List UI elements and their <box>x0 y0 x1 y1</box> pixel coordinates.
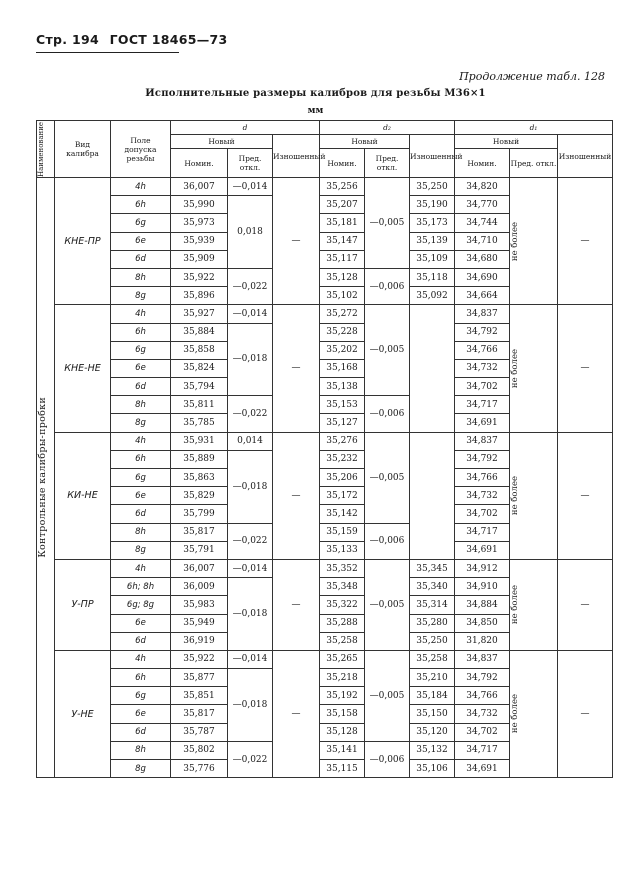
d2-worn-cell: 35,173 <box>410 214 455 232</box>
d1-nominal-cell: 34,850 <box>455 614 510 632</box>
d1-nominal-cell: 34,710 <box>455 232 510 250</box>
d2-nominal-cell: 35,232 <box>320 450 365 468</box>
table-body <box>37 178 613 778</box>
d2-worn-cell <box>410 432 455 559</box>
d-nominal-cell: 35,990 <box>171 196 228 214</box>
d-nominal-cell: 35,863 <box>171 469 228 487</box>
d-deviation-cell: —0,022 <box>228 523 273 559</box>
table-header <box>37 121 613 178</box>
d1-nominal-cell: 34,691 <box>455 414 510 432</box>
d-deviation-cell: 0,014 <box>228 432 273 450</box>
tolerance-field-cell: 6d <box>111 250 171 268</box>
d2-nominal-cell: 35,288 <box>320 614 365 632</box>
d1-nominal-cell: 34,766 <box>455 469 510 487</box>
d2-worn-cell: 35,109 <box>410 250 455 268</box>
d2-deviation-cell: —0,005 <box>365 305 410 396</box>
d-nominal-cell: 35,824 <box>171 359 228 377</box>
tolerance-field-cell: 8g <box>111 760 171 778</box>
d1-worn-cell: — <box>558 178 613 305</box>
table-row <box>37 559 613 577</box>
d1-nominal-cell: 34,664 <box>455 287 510 305</box>
d-deviation-header: Пред. откл. <box>228 149 273 178</box>
tolerance-field-cell: 8g <box>111 541 171 559</box>
d2-nominal-cell: 35,115 <box>320 760 365 778</box>
d1-new-header: Новый <box>455 135 558 149</box>
d-deviation-cell: 0,018 <box>228 196 273 269</box>
d2-worn-cell: 35,314 <box>410 596 455 614</box>
d2-nominal-cell: 35,348 <box>320 578 365 596</box>
name-column-header: Наименование <box>37 121 55 178</box>
d2-nominal-cell: 35,218 <box>320 669 365 687</box>
d1-nominal-cell: 34,837 <box>455 432 510 450</box>
d2-nominal-cell: 35,117 <box>320 250 365 268</box>
d-nominal-cell: 35,811 <box>171 396 228 414</box>
d-nominal-cell: 35,983 <box>171 596 228 614</box>
tolerance-field-cell: 6e <box>111 705 171 723</box>
d2-deviation-header: Пред. откл. <box>365 149 410 178</box>
d-nominal-cell: 35,785 <box>171 414 228 432</box>
tolerance-field-cell: 8h <box>111 268 171 286</box>
d-deviation-cell: —0,022 <box>228 741 273 777</box>
tolerance-field-cell: 6g <box>111 469 171 487</box>
gauge-kind-cell: КИ-НЕ <box>55 432 111 559</box>
d1-worn-cell: — <box>558 650 613 777</box>
d-nominal-cell: 35,922 <box>171 268 228 286</box>
d-deviation-cell: —0,022 <box>228 396 273 432</box>
d1-nominal-cell: 34,732 <box>455 705 510 723</box>
d-nominal-cell: 35,791 <box>171 541 228 559</box>
tolerance-field-cell: 4h <box>111 305 171 323</box>
d-group-header: d <box>171 121 320 135</box>
d-nominal-cell: 35,802 <box>171 741 228 759</box>
d-worn-cell: — <box>273 178 320 305</box>
tolerance-field-cell: 6g <box>111 214 171 232</box>
d1-nominal-cell: 34,680 <box>455 250 510 268</box>
tolerance-column-header: Поле допуска резьбы <box>111 121 171 178</box>
d2-nominal-cell: 35,133 <box>320 541 365 559</box>
standard-number: ГОСТ 18465—73 <box>109 32 228 47</box>
tolerance-field-cell: 6d <box>111 378 171 396</box>
d2-worn-cell: 35,120 <box>410 723 455 741</box>
d2-nominal-cell: 35,206 <box>320 469 365 487</box>
d1-nominal-cell: 34,820 <box>455 178 510 196</box>
d-nominal-cell: 35,787 <box>171 723 228 741</box>
d-nominal-cell: 35,776 <box>171 760 228 778</box>
tolerance-field-cell: 6g; 8g <box>111 596 171 614</box>
d2-nominal-cell: 35,159 <box>320 523 365 541</box>
d2-nominal-cell: 35,265 <box>320 650 365 668</box>
d-deviation-cell: —0,018 <box>228 669 273 742</box>
gauge-kind-cell: КНЕ-НЕ <box>55 305 111 432</box>
d1-nominal-cell: 34,766 <box>455 687 510 705</box>
d-deviation-cell: —0,018 <box>228 323 273 396</box>
d2-nominal-cell: 35,141 <box>320 741 365 759</box>
d2-nominal-cell: 35,168 <box>320 359 365 377</box>
tolerance-field-cell: 4h <box>111 559 171 577</box>
d1-deviation-cell <box>510 650 558 777</box>
d1-nominal-cell: 34,792 <box>455 669 510 687</box>
d2-worn-cell: 35,150 <box>410 705 455 723</box>
d1-nominal-cell: 34,702 <box>455 505 510 523</box>
d1-nominal-cell: 34,691 <box>455 760 510 778</box>
d-nominal-cell: 35,927 <box>171 305 228 323</box>
tolerance-field-cell: 6e <box>111 359 171 377</box>
d2-worn-cell: 35,280 <box>410 614 455 632</box>
d1-nominal-header: Номин. <box>455 149 510 178</box>
d2-deviation-cell: —0,006 <box>365 396 410 432</box>
d2-nominal-cell: 35,142 <box>320 505 365 523</box>
d2-nominal-cell: 35,192 <box>320 687 365 705</box>
tolerance-field-cell: 6h <box>111 323 171 341</box>
d1-nominal-cell: 34,732 <box>455 487 510 505</box>
not-more-label: не более <box>510 476 520 516</box>
not-more-label: не более <box>510 585 520 625</box>
tolerance-field-cell: 6g <box>111 687 171 705</box>
d1-nominal-cell: 34,691 <box>455 541 510 559</box>
d-nominal-cell: 35,851 <box>171 687 228 705</box>
not-more-label: не более <box>510 221 520 261</box>
tolerance-field-cell: 6h <box>111 669 171 687</box>
d-nominal-cell: 35,922 <box>171 650 228 668</box>
table-unit: мм <box>307 106 324 116</box>
d2-worn-cell: 35,345 <box>410 559 455 577</box>
d2-nominal-cell: 35,153 <box>320 396 365 414</box>
d-nominal-cell: 35,877 <box>171 669 228 687</box>
table-row <box>37 305 613 323</box>
d1-nominal-cell: 34,717 <box>455 396 510 414</box>
d2-worn-cell: 35,250 <box>410 178 455 196</box>
d-nominal-cell: 35,949 <box>171 614 228 632</box>
d2-worn-cell: 35,340 <box>410 578 455 596</box>
d1-nominal-cell: 34,702 <box>455 378 510 396</box>
d-nominal-cell: 35,896 <box>171 287 228 305</box>
not-more-label: не более <box>510 694 520 734</box>
d-worn-header: Изношенный <box>273 135 320 178</box>
category-label: Контрольные калибры-пробки <box>37 397 48 558</box>
d2-nominal-cell: 35,127 <box>320 414 365 432</box>
d-worn-cell: — <box>273 432 320 559</box>
d2-worn-cell: 35,092 <box>410 287 455 305</box>
d1-nominal-cell: 34,717 <box>455 741 510 759</box>
d1-nominal-cell: 34,792 <box>455 323 510 341</box>
d-new-header: Новый <box>171 135 273 149</box>
d1-nominal-cell: 34,702 <box>455 723 510 741</box>
d1-nominal-cell: 34,770 <box>455 196 510 214</box>
d1-deviation-cell <box>510 559 558 650</box>
d2-deviation-cell: —0,006 <box>365 741 410 777</box>
d2-new-header: Новый <box>320 135 410 149</box>
d2-nominal-cell: 35,207 <box>320 196 365 214</box>
d-deviation-cell: —0,014 <box>228 305 273 323</box>
d2-nominal-cell: 35,352 <box>320 559 365 577</box>
d2-nominal-cell: 35,147 <box>320 232 365 250</box>
d2-nominal-cell: 35,322 <box>320 596 365 614</box>
tolerance-field-cell: 4h <box>111 432 171 450</box>
d1-nominal-cell: 34,717 <box>455 523 510 541</box>
d1-nominal-cell: 34,912 <box>455 559 510 577</box>
d1-nominal-cell: 34,837 <box>455 650 510 668</box>
tolerance-field-cell: 6h; 8h <box>111 578 171 596</box>
d2-worn-cell: 35,190 <box>410 196 455 214</box>
d2-deviation-cell: —0,005 <box>365 432 410 523</box>
d-nominal-cell: 36,007 <box>171 559 228 577</box>
d1-group-header: d₁ <box>455 121 613 135</box>
d-nominal-cell: 35,817 <box>171 523 228 541</box>
d2-worn-header: Изношенный <box>410 135 455 178</box>
tolerance-field-cell: 6e <box>111 487 171 505</box>
table-row <box>37 178 613 196</box>
d-deviation-cell: —0,022 <box>228 268 273 304</box>
d2-worn-cell: 35,118 <box>410 268 455 286</box>
d-nominal-cell: 35,909 <box>171 250 228 268</box>
d-worn-cell: — <box>273 559 320 650</box>
d2-worn-cell <box>410 305 455 432</box>
d2-worn-cell: 35,210 <box>410 669 455 687</box>
d2-worn-cell: 35,139 <box>410 232 455 250</box>
d-nominal-cell: 35,889 <box>171 450 228 468</box>
d2-nominal-cell: 35,202 <box>320 341 365 359</box>
d-deviation-cell: —0,018 <box>228 450 273 523</box>
d2-worn-cell: 35,258 <box>410 650 455 668</box>
tolerance-field-cell: 6g <box>111 341 171 359</box>
d-nominal-cell: 35,931 <box>171 432 228 450</box>
d1-nominal-cell: 34,910 <box>455 578 510 596</box>
d1-nominal-cell: 34,744 <box>455 214 510 232</box>
gauge-kind-cell: У-ПР <box>55 559 111 650</box>
table-row <box>37 432 613 450</box>
d2-deviation-cell: —0,006 <box>365 268 410 304</box>
d1-nominal-cell: 34,837 <box>455 305 510 323</box>
d2-nominal-cell: 35,128 <box>320 268 365 286</box>
d-deviation-cell: —0,018 <box>228 578 273 651</box>
d-deviation-cell: —0,014 <box>228 559 273 577</box>
table-row <box>37 650 613 668</box>
d-nominal-cell: 35,973 <box>171 214 228 232</box>
tolerance-field-cell: 8g <box>111 414 171 432</box>
d-nominal-cell: 35,858 <box>171 341 228 359</box>
d-nominal-cell: 36,007 <box>171 178 228 196</box>
d1-nominal-cell: 31,820 <box>455 632 510 650</box>
d-nominal-cell: 36,009 <box>171 578 228 596</box>
d2-nominal-cell: 35,258 <box>320 632 365 650</box>
tolerance-field-cell: 6d <box>111 723 171 741</box>
d2-worn-cell: 35,132 <box>410 741 455 759</box>
d-nominal-cell: 35,939 <box>171 232 228 250</box>
tolerance-field-cell: 6e <box>111 232 171 250</box>
d2-nominal-cell: 35,272 <box>320 305 365 323</box>
tolerance-field-cell: 6h <box>111 450 171 468</box>
d2-deviation-cell: —0,005 <box>365 650 410 741</box>
d2-worn-cell: 35,250 <box>410 632 455 650</box>
d-nominal-cell: 35,884 <box>171 323 228 341</box>
tolerance-field-cell: 6d <box>111 632 171 650</box>
continuation-note: Продолжение табл. 128 <box>459 70 605 83</box>
tolerance-field-cell: 8h <box>111 396 171 414</box>
d-nominal-cell: 35,829 <box>171 487 228 505</box>
d1-deviation-cell <box>510 432 558 559</box>
d1-nominal-cell: 34,792 <box>455 450 510 468</box>
tolerance-field-cell: 4h <box>111 650 171 668</box>
d1-deviation-cell <box>510 178 558 305</box>
dimensions-table <box>36 120 613 778</box>
d2-worn-cell: 35,184 <box>410 687 455 705</box>
d1-worn-header: Изношенный <box>558 135 613 178</box>
d-worn-cell: — <box>273 650 320 777</box>
d2-group-header: d₂ <box>320 121 455 135</box>
d2-nominal-cell: 35,228 <box>320 323 365 341</box>
d2-deviation-cell: —0,006 <box>365 523 410 559</box>
d1-worn-cell: — <box>558 559 613 650</box>
d1-deviation-header: Пред. откл. <box>510 149 558 178</box>
d1-worn-cell: — <box>558 432 613 559</box>
tolerance-field-cell: 8g <box>111 287 171 305</box>
gauge-kind-cell: КНЕ-ПР <box>55 178 111 305</box>
d2-nominal-cell: 35,256 <box>320 178 365 196</box>
d-nominal-cell: 35,817 <box>171 705 228 723</box>
d2-nominal-cell: 35,158 <box>320 705 365 723</box>
d-nominal-header: Номин. <box>171 149 228 178</box>
d2-nominal-cell: 35,128 <box>320 723 365 741</box>
d1-deviation-cell <box>510 305 558 432</box>
d-nominal-cell: 35,799 <box>171 505 228 523</box>
d2-deviation-cell: —0,005 <box>365 178 410 269</box>
d1-nominal-cell: 34,690 <box>455 268 510 286</box>
table-title: Исполнительные размеры калибров для резьбы М36×1 <box>145 88 486 99</box>
page-number: Стр. 194 <box>36 32 99 47</box>
d1-nominal-cell: 34,732 <box>455 359 510 377</box>
d-worn-cell: — <box>273 305 320 432</box>
tolerance-field-cell: 6d <box>111 505 171 523</box>
tolerance-field-cell: 8h <box>111 523 171 541</box>
d2-nominal-header: Номин. <box>320 149 365 178</box>
d1-worn-cell: — <box>558 305 613 432</box>
tolerance-field-cell: 4h <box>111 178 171 196</box>
gauge-kind-cell: У-НЕ <box>55 650 111 777</box>
d2-worn-cell: 35,106 <box>410 760 455 778</box>
kind-column-header: Вид калибра <box>55 121 111 178</box>
tolerance-field-cell: 8h <box>111 741 171 759</box>
tolerance-field-cell: 6h <box>111 196 171 214</box>
category-cell <box>37 178 55 778</box>
page-header <box>36 32 234 47</box>
d1-nominal-cell: 34,766 <box>455 341 510 359</box>
header-rule <box>36 52 179 53</box>
d-nominal-cell: 35,794 <box>171 378 228 396</box>
d2-nominal-cell: 35,172 <box>320 487 365 505</box>
d2-nominal-cell: 35,276 <box>320 432 365 450</box>
d1-nominal-cell: 34,884 <box>455 596 510 614</box>
d2-deviation-cell: —0,005 <box>365 559 410 650</box>
d2-nominal-cell: 35,138 <box>320 378 365 396</box>
tolerance-field-cell: 6e <box>111 614 171 632</box>
not-more-label: не более <box>510 348 520 389</box>
d-nominal-cell: 36,919 <box>171 632 228 650</box>
d-deviation-cell: —0,014 <box>228 178 273 196</box>
d2-nominal-cell: 35,102 <box>320 287 365 305</box>
d-deviation-cell: —0,014 <box>228 650 273 668</box>
d2-nominal-cell: 35,181 <box>320 214 365 232</box>
